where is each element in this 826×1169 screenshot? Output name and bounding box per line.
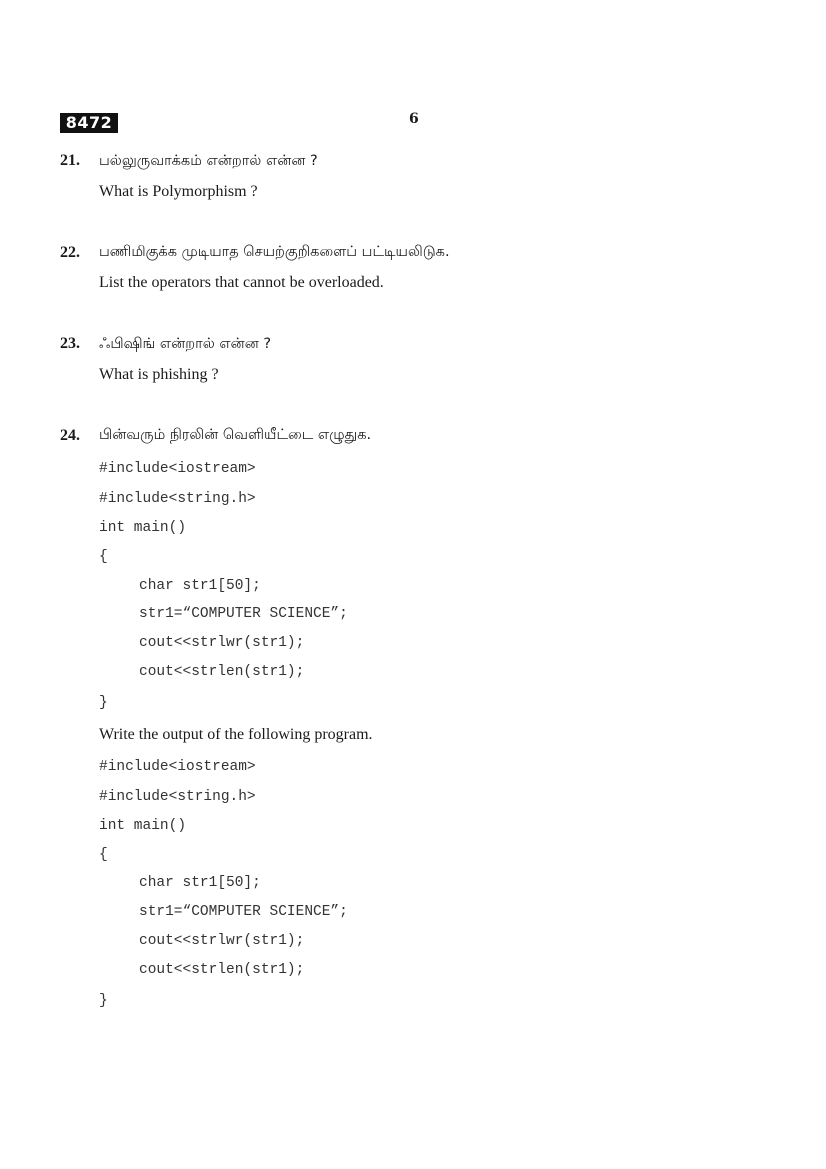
question-text-english: Write the output of the following program.: [99, 726, 373, 743]
code-line: cout<<strlen(str1);: [139, 664, 305, 680]
question-text-tamil: பல்லுருவாக்கம் என்றால் என்ன ?: [99, 153, 318, 169]
question-number: 22.: [60, 244, 80, 261]
code-line: str1=“COMPUTER SCIENCE”;: [139, 904, 348, 920]
question-text-english: What is Polymorphism ?: [99, 183, 258, 200]
question-number: 24.: [60, 427, 80, 444]
code-line: {: [99, 847, 108, 863]
code-line: {: [99, 549, 108, 565]
question-text-english: What is phishing ?: [99, 366, 219, 383]
code-line: #include<string.h>: [99, 789, 256, 805]
code-line: int main(): [99, 818, 187, 834]
question-text-tamil: பின்வரும் நிரலின் வெளியீட்டை எழுதுக.: [99, 427, 372, 443]
code-line: cout<<strlen(str1);: [139, 962, 305, 978]
question-number: 21.: [60, 152, 80, 169]
code-line: }: [99, 695, 108, 711]
code-line: }: [99, 993, 108, 1009]
question-text-english: List the operators that cannot be overloaded.: [99, 274, 384, 291]
code-line: #include<string.h>: [99, 491, 256, 507]
code-line: cout<<strlwr(str1);: [139, 933, 305, 949]
code-line: char str1[50];: [139, 578, 261, 594]
code-line: str1=“COMPUTER SCIENCE”;: [139, 606, 348, 622]
code-line: #include<iostream>: [99, 461, 256, 477]
code-line: int main(): [99, 520, 187, 536]
paper-code-badge: 8472: [60, 113, 118, 133]
question-number: 23.: [60, 335, 80, 352]
code-line: char str1[50];: [139, 875, 261, 891]
code-line: cout<<strlwr(str1);: [139, 635, 305, 651]
question-text-tamil: பணிமிகுக்க முடியாத செயற்குறிகளைப் பட்டியலிடுக.: [99, 244, 450, 260]
question-text-tamil: ஃபிஷிங் என்றால் என்ன ?: [99, 336, 272, 352]
code-line: #include<iostream>: [99, 759, 256, 775]
page-number: 6: [409, 111, 419, 127]
